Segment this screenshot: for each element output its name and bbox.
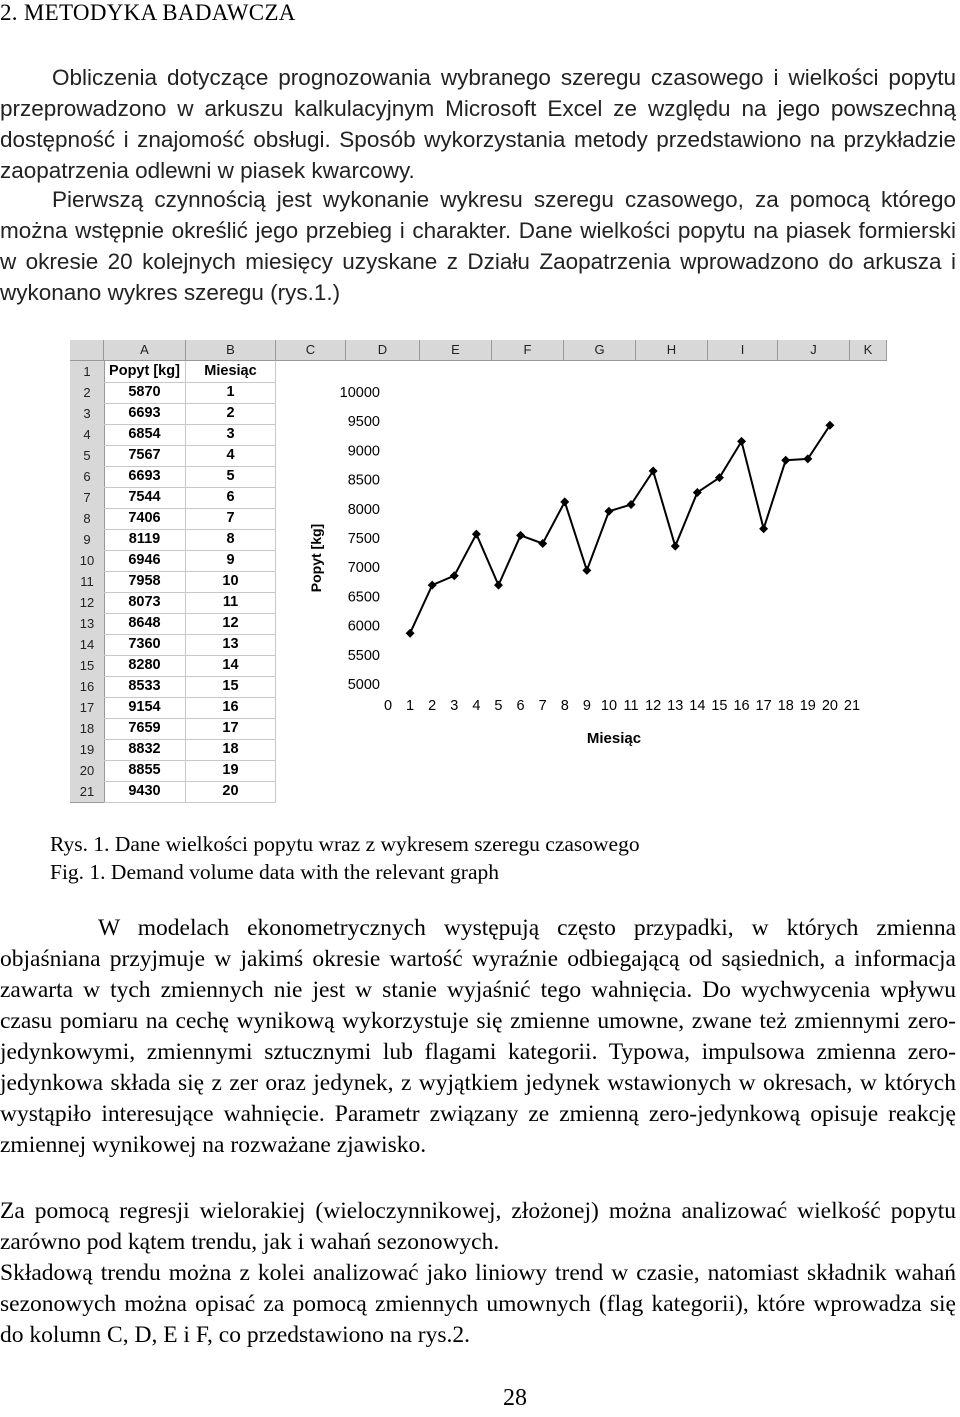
x-tick-label: 3 [450, 698, 459, 714]
cell-header-popyt[interactable]: Popyt [kg] [104, 361, 186, 383]
cell-miesiac[interactable]: 8 [186, 529, 276, 551]
column-header-h[interactable]: H [636, 340, 708, 361]
x-tick-label: 14 [689, 698, 706, 714]
data-point-marker [671, 542, 680, 551]
row-header[interactable]: 10 [70, 550, 105, 572]
y-tick-label: 9000 [347, 443, 380, 460]
cell-miesiac[interactable]: 1 [186, 382, 276, 404]
row-header[interactable]: 5 [70, 445, 105, 467]
x-tick-label: 11 [623, 698, 639, 714]
row-header[interactable]: 17 [70, 697, 105, 719]
row-header[interactable]: 13 [70, 613, 105, 635]
column-header-c[interactable]: C [276, 340, 346, 361]
paragraph-intro: Obliczenia dotyczące prognozowania wybranego szeregu czasowego i wielkości popytu przeprowadzono w arkuszu kalkulacyjnym Microsoft Excel ze względu na jego powszechną dostępność i znajomość obsługi. Sposób wykorzystania metody przedstawiono na przykładzie zaopatrzenia odlewni w piasek kwarcowy. [0, 65, 956, 183]
data-point-marker [450, 571, 459, 580]
cell-miesiac[interactable]: 19 [186, 760, 276, 782]
data-point-marker [759, 524, 768, 533]
data-point-marker [516, 531, 525, 540]
column-header-g[interactable]: G [564, 340, 636, 361]
y-tick-label: 8000 [347, 501, 380, 518]
cell-miesiac[interactable]: 2 [186, 403, 276, 425]
row-header[interactable]: 15 [70, 655, 105, 677]
row-header[interactable]: 12 [70, 592, 105, 614]
column-header-k[interactable]: K [850, 340, 887, 361]
cell-miesiac[interactable]: 16 [186, 697, 276, 719]
cell-popyt[interactable]: 8648 [104, 613, 186, 635]
x-tick-label: 13 [667, 698, 684, 714]
row-header[interactable]: 14 [70, 634, 105, 656]
x-tick-label: 10 [600, 698, 618, 714]
cell-miesiac[interactable]: 12 [186, 613, 276, 635]
data-point-marker [428, 581, 437, 590]
cell-miesiac[interactable]: 6 [186, 487, 276, 509]
x-tick-label: 9 [582, 698, 591, 714]
row-header[interactable]: 20 [70, 760, 105, 782]
row-header[interactable]: 9 [70, 529, 105, 551]
x-tick-label: 7 [538, 698, 547, 714]
cell-popyt[interactable]: 7544 [104, 487, 186, 509]
x-tick-label: 21 [843, 698, 861, 714]
y-axis-label: Popyt [kg] [308, 523, 324, 593]
y-tick-label: 6000 [347, 618, 380, 635]
x-tick-label: 18 [777, 698, 794, 714]
cell-popyt[interactable]: 7360 [104, 634, 186, 656]
column-header-j[interactable]: J [778, 340, 850, 361]
x-tick-label: 4 [472, 698, 481, 714]
x-tick-label: 16 [733, 698, 750, 714]
column-header-e[interactable]: E [420, 340, 492, 361]
figure-caption-pl: Rys. 1. Dane wielkości popytu wraz z wykresem szeregu czasowego [50, 832, 640, 856]
row-header[interactable]: 21 [70, 781, 105, 803]
row-header[interactable]: 3 [70, 403, 105, 425]
column-header-d[interactable]: D [346, 340, 420, 361]
row-header[interactable]: 16 [70, 676, 105, 698]
select-all-corner[interactable] [70, 340, 104, 361]
row-header[interactable]: 6 [70, 466, 105, 488]
cell-miesiac[interactable]: 10 [186, 571, 276, 593]
data-point-marker [737, 437, 746, 446]
cell-popyt[interactable]: 8533 [104, 676, 186, 698]
cell-miesiac[interactable]: 7 [186, 508, 276, 530]
x-tick-label: 2 [428, 698, 437, 714]
cell-popyt[interactable]: 6854 [104, 424, 186, 446]
y-tick-label: 8500 [347, 472, 380, 489]
paragraph-regression: Za pomocą regresji wielorakiej (wieloczynnikowej, złożonej) można analizować wielkość popytu zarówno pod kątem trendu, jak i wahań sezonowych. [0, 1198, 956, 1255]
column-header-a[interactable]: A [104, 340, 186, 361]
x-tick-label: 8 [560, 698, 569, 714]
row-header[interactable]: 19 [70, 739, 105, 761]
data-point-marker [604, 507, 613, 516]
x-tick-label: 6 [516, 698, 525, 714]
page-number: 28 [503, 1385, 527, 1411]
y-tick-label: 7500 [347, 531, 380, 547]
cell-miesiac[interactable]: 4 [186, 445, 276, 467]
y-tick-label: 10000 [339, 385, 380, 401]
row-header[interactable]: 11 [70, 571, 105, 593]
paragraph-first-step: Pierwszą czynnością jest wykonanie wykresu szeregu czasowego, za pomocą którego można wstępnie określić jego przebieg i charakter. Dane wielkości popytu na piasek formierski w okresie 20 kolejnych miesięcy uzyskane z Działu Zaopatrzenia wprowadzono do arkusza i wykonano wykres szeregu (rys.1.) [0, 187, 956, 305]
data-point-marker [582, 566, 591, 575]
cell-miesiac[interactable]: 18 [186, 739, 276, 761]
y-tick-label: 6500 [347, 589, 380, 606]
cell-popyt[interactable]: 8073 [104, 592, 186, 614]
x-tick-label: 15 [711, 698, 728, 714]
cell-popyt[interactable]: 7659 [104, 718, 186, 740]
row-header[interactable]: 7 [70, 487, 105, 509]
x-tick-label: 1 [406, 698, 415, 714]
paragraph-trend: Składową trendu można z kolei analizować jako liniowy trend w czasie, natomiast składnik wahań sezonowych można opisać za pomocą zmiennych umownych (flag kategorii), które wprowadza się do kolumn C, D, E i F, co przedstawiono na rys.2. [0, 1260, 956, 1348]
cell-popyt[interactable]: 8855 [104, 760, 186, 782]
data-point-marker [494, 581, 503, 590]
paragraph-dummy-variables: W modelach ekonometrycznych występują często przypadki, w których zmienna objaśniana przyjmuje w jakimś okresie wartość wyraźnie odbiegającą od sąsiednich, a informacja zawarta w tych zmiennych nie jest w stanie wyjaśnić tego wahnięcia. Do wychwycenia wpływu czasu pomiaru na cechę wynikową wykorzystuje się zmienne umowne, zwane też zmiennymi zero-jedynkowymi, zmiennymi sztucznymi lub flagami kategorii. Typowa, impulsowa zmienna zero-jedynkowa składa się z zer oraz jedynek, z wyjątkiem jedynek wstawionych w okresach, w których wystąpiło interesujące wahnięcie. Parametr związany ze zmienną zero-jedynkową opisuje reakcję zmiennej wynikowej na rozważane zjawisko. [0, 915, 956, 1158]
cell-popyt[interactable]: 8832 [104, 739, 186, 761]
cell-miesiac[interactable]: 5 [186, 466, 276, 488]
row-header[interactable]: 8 [70, 508, 105, 530]
cell-miesiac[interactable]: 20 [186, 781, 276, 803]
y-tick-label: 5500 [347, 647, 380, 664]
line-chart [276, 362, 886, 798]
chart-area [276, 362, 886, 798]
cell-miesiac[interactable]: 3 [186, 424, 276, 446]
cell-popyt[interactable]: 8119 [104, 529, 186, 551]
cell-miesiac[interactable]: 11 [186, 592, 276, 614]
data-point-marker [781, 456, 790, 465]
y-tick-label: 5000 [347, 677, 380, 693]
data-point-marker [538, 539, 547, 548]
cell-miesiac[interactable]: 15 [186, 676, 276, 698]
figure-caption-en: Fig. 1. Demand volume data with the relevant graph [50, 860, 499, 884]
section-heading: 2. METODYKA BADAWCZA [0, 0, 296, 25]
row-header[interactable]: 2 [70, 382, 105, 404]
x-tick-label: 5 [494, 698, 503, 714]
cell-miesiac[interactable]: 9 [186, 550, 276, 572]
x-tick-label: 0 [383, 698, 393, 714]
data-point-marker [406, 629, 415, 638]
x-tick-label: 19 [799, 698, 816, 714]
column-header-i[interactable]: I [708, 340, 778, 361]
cell-miesiac[interactable]: 14 [186, 655, 276, 677]
data-point-marker [472, 530, 481, 539]
cell-popyt[interactable]: 9154 [104, 697, 186, 719]
y-tick-label: 9500 [347, 414, 380, 431]
cell-popyt[interactable]: 6946 [104, 550, 186, 572]
x-axis-label: Miesiąc [586, 730, 642, 747]
cell-popyt[interactable]: 9430 [104, 781, 186, 803]
row-header[interactable]: 4 [70, 424, 105, 446]
cell-popyt[interactable]: 8280 [104, 655, 186, 677]
cell-miesiac[interactable]: 17 [186, 718, 276, 740]
x-tick-label: 12 [645, 698, 662, 714]
column-header-b[interactable]: B [186, 340, 276, 361]
y-tick-label: 7000 [347, 560, 380, 577]
spreadsheet-figure [70, 340, 887, 800]
row-header[interactable]: 18 [70, 718, 105, 740]
cell-popyt[interactable]: 5870 [104, 382, 186, 404]
data-point-marker [560, 497, 569, 506]
cell-popyt[interactable]: 6693 [104, 403, 186, 425]
cell-popyt[interactable]: 7406 [104, 508, 186, 530]
cell-popyt[interactable]: 7958 [104, 571, 186, 593]
x-tick-label: 20 [821, 698, 838, 714]
cell-popyt[interactable]: 7567 [104, 445, 186, 467]
column-header-f[interactable]: F [492, 340, 564, 361]
row-header[interactable]: 1 [70, 361, 105, 383]
x-tick-label: 17 [755, 698, 772, 714]
cell-header-miesiac[interactable]: Miesiąc [186, 361, 276, 383]
cell-popyt[interactable]: 6693 [104, 466, 186, 488]
cell-miesiac[interactable]: 13 [186, 634, 276, 656]
